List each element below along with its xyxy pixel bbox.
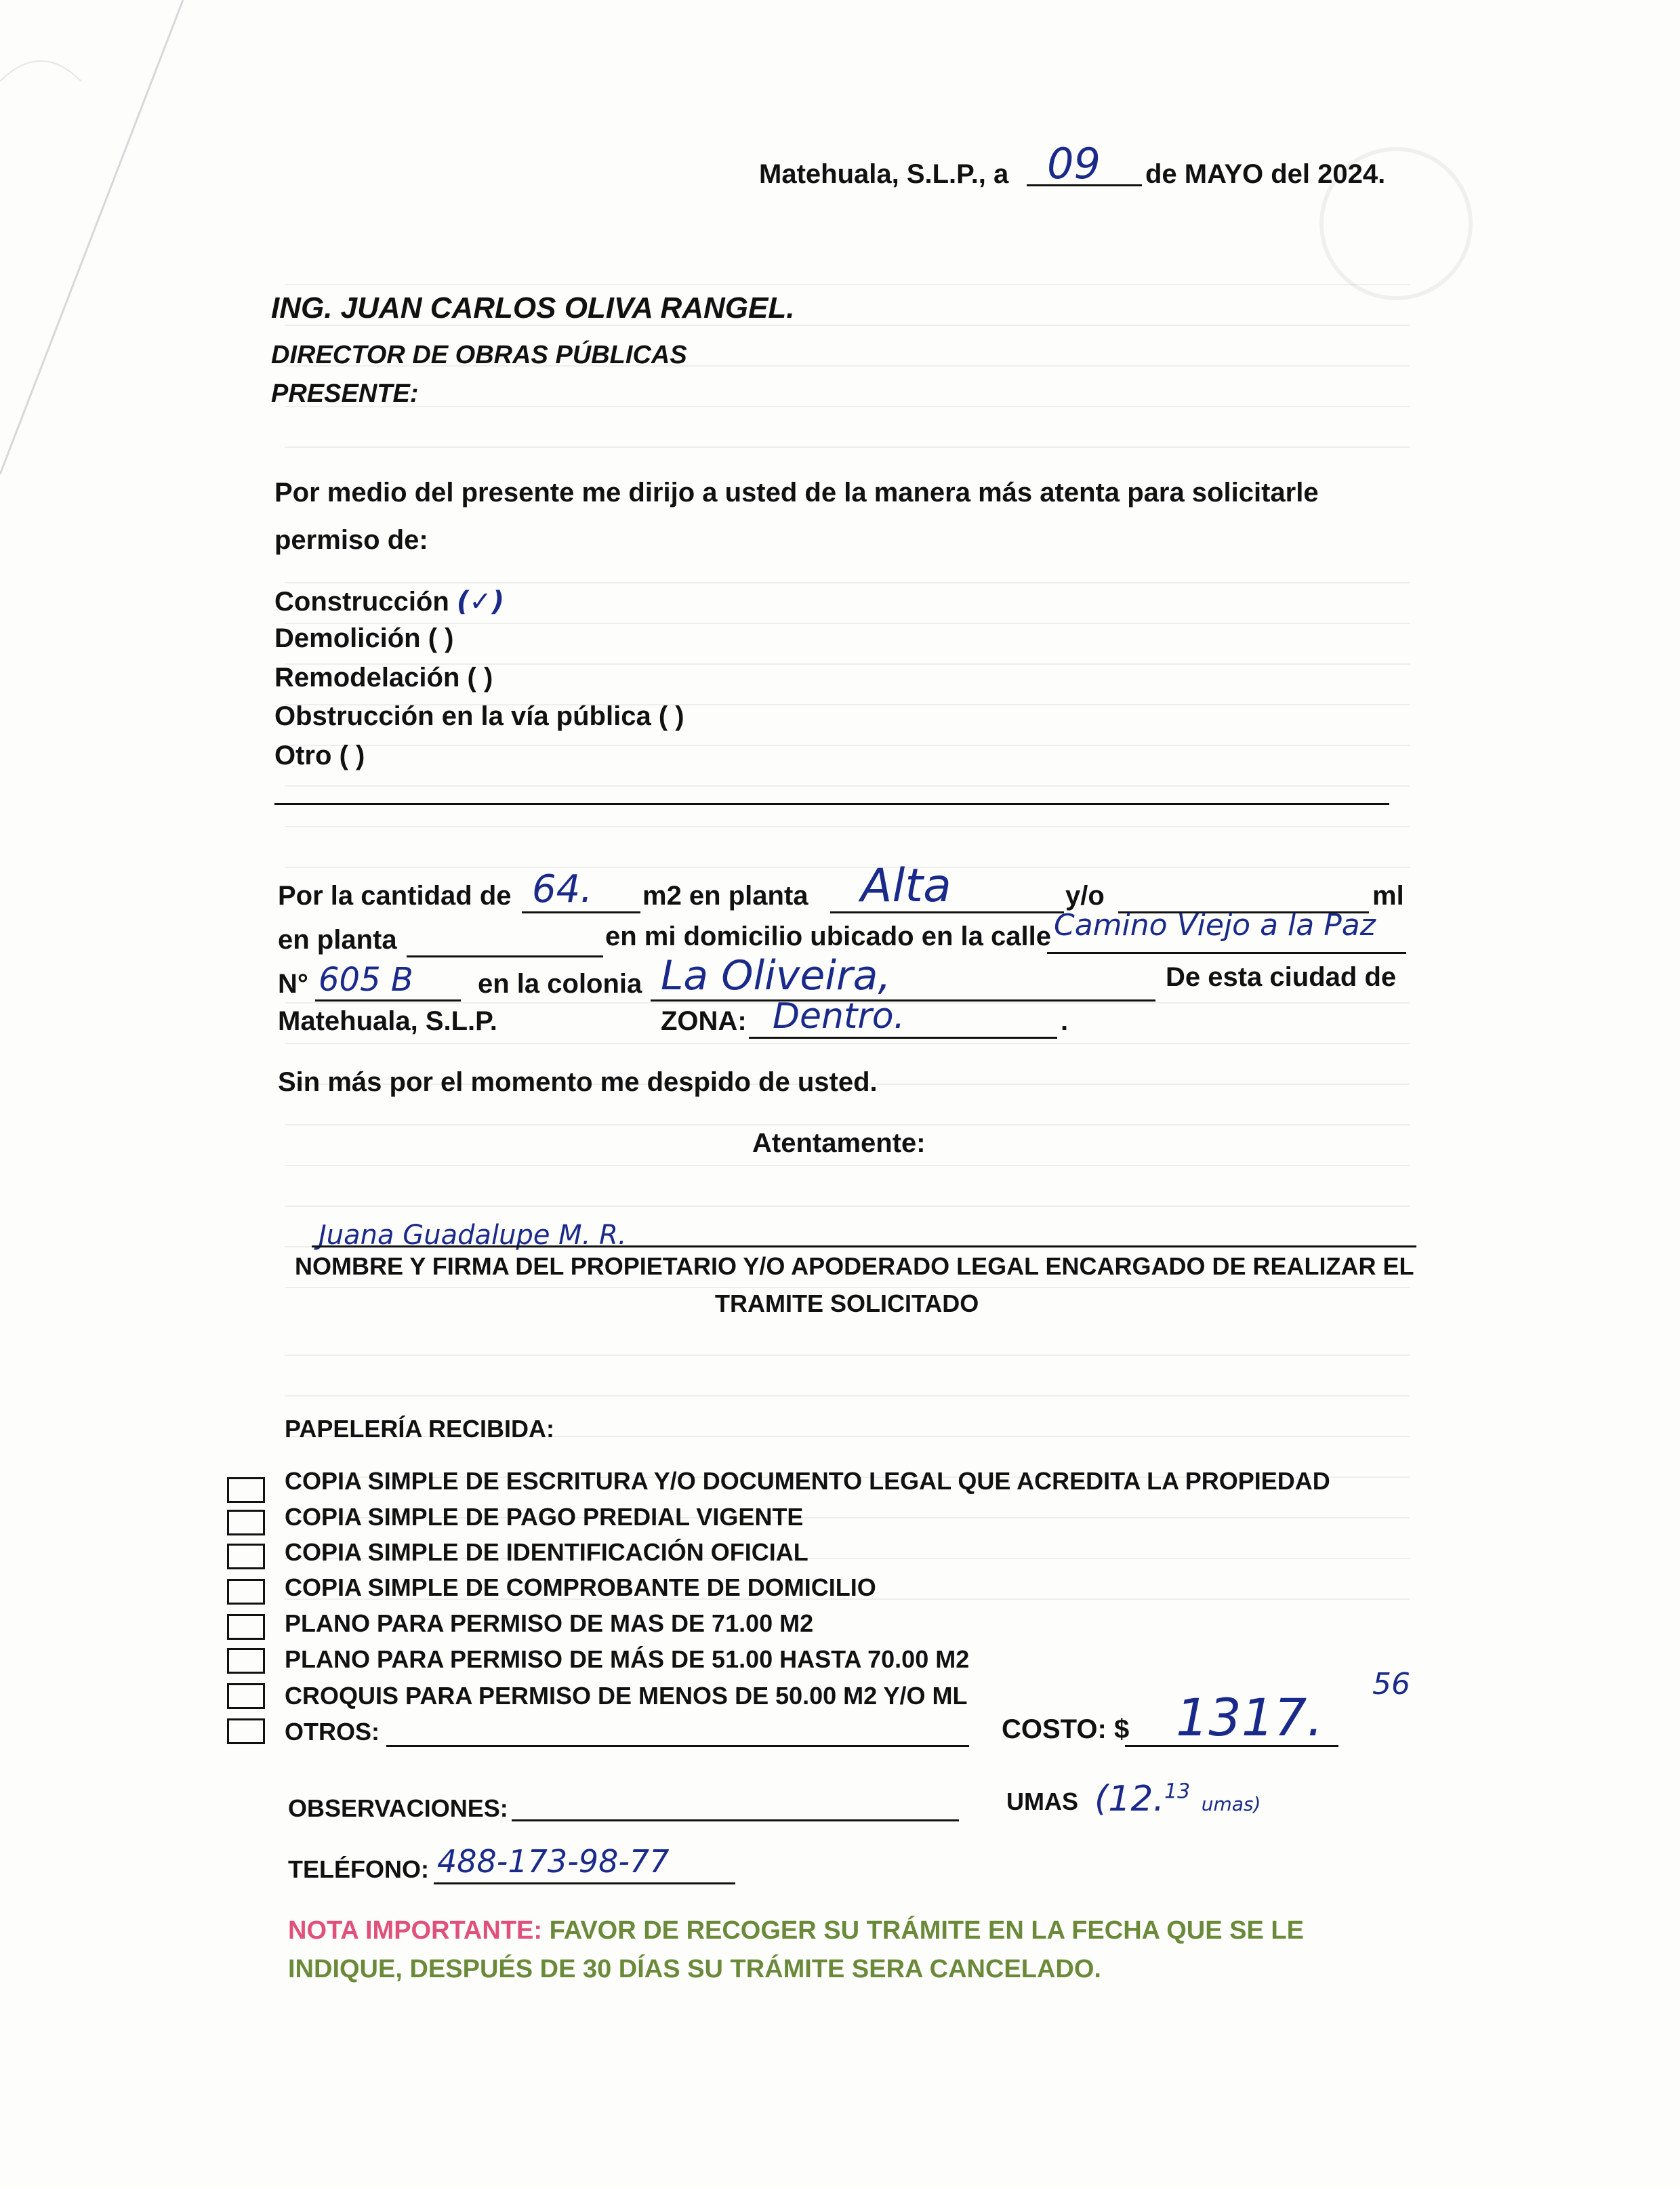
- intro-line-1: Por medio del presente me dirijo a usted de la manera más atenta para solicitarle: [274, 478, 1319, 508]
- en-planta-line: [407, 955, 603, 957]
- papeleria-item: COPIA SIMPLE DE ESCRITURA Y/O DOCUMENTO LEGAL QUE ACREDITA LA PROPIEDAD: [285, 1467, 1330, 1495]
- permit-remodelacion: [274, 663, 493, 693]
- domicilio-label: en mi domicilio ubicado en la calle: [605, 922, 1051, 951]
- numero-label: N°: [278, 969, 308, 999]
- permit-otro: [274, 741, 365, 771]
- zona-line: [749, 1037, 1057, 1039]
- date-prefix: Matehuala, S.L.P., a: [759, 159, 1009, 189]
- signature-caption-2: TRAMITE SOLICITADO: [715, 1289, 979, 1317]
- nota-line-1: [288, 1916, 1304, 1945]
- permit-mark: ( ): [339, 741, 365, 770]
- yo-label: y/o: [1065, 881, 1105, 911]
- papeleria-item: COPIA SIMPLE DE PAGO PREDIAL VIGENTE: [285, 1503, 804, 1531]
- telefono-label: TELÉFONO:: [288, 1855, 429, 1883]
- planta-value: Alta: [861, 859, 951, 913]
- permit-label: Obstrucción en la vía pública: [274, 701, 651, 731]
- quantity-line: [522, 911, 640, 913]
- numero-line: [315, 999, 461, 1002]
- date-suffix: de MAYO del 2024.: [1145, 159, 1386, 189]
- day-value: 09: [1047, 139, 1101, 188]
- permit-label: Remodelación: [274, 663, 460, 693]
- addressee-name: ING. JUAN CARLOS OLIVA RANGEL.: [271, 291, 795, 325]
- colonia-label: en la colonia: [478, 969, 642, 999]
- umas-label: UMAS: [1006, 1788, 1078, 1815]
- permit-demolicion: [274, 623, 453, 654]
- permit-mark: ( ): [658, 701, 684, 731]
- checkbox-otros[interactable]: [227, 1718, 265, 1744]
- ml-label: ml: [1372, 881, 1404, 911]
- checkbox-domicilio[interactable]: [227, 1579, 265, 1605]
- otros-line: [386, 1745, 969, 1747]
- telefono-line: [434, 1882, 735, 1884]
- permit-obstruccion: [274, 701, 684, 732]
- papeleria-item: PLANO PARA PERMISO DE MÁS DE 51.00 HASTA 70.00 M2: [285, 1645, 970, 1673]
- checkbox-croquis[interactable]: [227, 1683, 265, 1709]
- papeleria-item: COPIA SIMPLE DE COMPROBANTE DE DOMICILIO: [285, 1573, 876, 1601]
- quantity-prefix: Por la cantidad de: [278, 881, 512, 911]
- signature-value: Juana Guadalupe M. R.: [319, 1220, 627, 1251]
- ciudad-label: De esta ciudad de: [1166, 962, 1397, 992]
- umas-tail: umas): [1201, 1793, 1261, 1815]
- papeleria-item: CROQUIS PARA PERMISO DE MENOS DE 50.00 M2 Y/O ML: [285, 1682, 968, 1710]
- signature-caption-1: NOMBRE Y FIRMA DEL PROPIETARIO Y/O APODERADO LEGAL ENCARGADO DE REALIZAR EL: [295, 1252, 1414, 1280]
- despedida: Sin más por el momento me despido de usted.: [278, 1067, 878, 1097]
- permit-mark: ( ): [467, 663, 493, 693]
- papeleria-item: OTROS:: [285, 1718, 380, 1746]
- en-planta-label: en planta: [278, 925, 397, 955]
- umas-number: (12.: [1094, 1779, 1164, 1819]
- zona-value: Dentro.: [773, 996, 905, 1037]
- permit-label: Otro: [274, 741, 332, 770]
- otro-line: [274, 803, 1389, 805]
- checkbox-predial[interactable]: [227, 1510, 265, 1535]
- signature-line: [312, 1245, 1416, 1247]
- papeleria-title: PAPELERÍA RECIBIDA:: [285, 1415, 555, 1443]
- nota-label: NOTA IMPORTANTE:: [288, 1916, 543, 1945]
- costo-value: 1317.: [1176, 1687, 1324, 1748]
- permit-mark: ( ): [428, 623, 454, 653]
- checkbox-escritura[interactable]: [227, 1477, 265, 1503]
- zona-label: ZONA:: [661, 1006, 747, 1036]
- costo-label: COSTO: $: [1002, 1714, 1130, 1744]
- papeleria-item: COPIA SIMPLE DE IDENTIFICACIÓN OFICIAL: [285, 1538, 808, 1566]
- colonia-value: La Oliveira,: [661, 952, 891, 999]
- permit-label: Demolición: [274, 623, 421, 653]
- addressee-presente: PRESENTE:: [271, 379, 419, 408]
- permit-label: Construcción: [274, 587, 449, 617]
- nota-text-1: FAVOR DE RECOGER SU TRÁMITE EN LA FECHA QUE SE LE: [549, 1916, 1304, 1945]
- calle-value: Camino Viejo a la Paz: [1054, 908, 1376, 943]
- quantity-value: 64.: [532, 867, 593, 911]
- umas-decimal: 13: [1164, 1779, 1191, 1804]
- matehuala-label: Matehuala, S.L.P.: [278, 1006, 497, 1036]
- telefono-value: 488-173-98-77: [437, 1843, 670, 1880]
- numero-value: 605 B: [319, 961, 413, 999]
- permit-mark: (✓): [456, 586, 504, 617]
- nota-text-2: INDIQUE, DESPUÉS DE 30 DÍAS SU TRÁMITE SERA CANCELADO.: [288, 1955, 1101, 1983]
- costo-cents: 56: [1372, 1667, 1410, 1701]
- permit-construccion: [274, 586, 504, 617]
- zona-end: .: [1061, 1006, 1069, 1036]
- umas-value: [1094, 1779, 1261, 1819]
- checkbox-identificacion[interactable]: [227, 1544, 265, 1569]
- addressee-title: DIRECTOR DE OBRAS PÚBLICAS: [271, 341, 687, 369]
- atentamente: Atentamente:: [752, 1128, 926, 1158]
- quantity-m2-label: m2 en planta: [642, 881, 808, 911]
- observaciones-label: OBSERVACIONES:: [288, 1794, 508, 1822]
- papeleria-item: PLANO PARA PERMISO DE MAS DE 71.00 M2: [285, 1609, 814, 1637]
- checkbox-plano-51[interactable]: [227, 1648, 265, 1674]
- observaciones-line: [512, 1819, 959, 1821]
- calle-line: [1047, 952, 1406, 954]
- checkbox-plano-71[interactable]: [227, 1614, 265, 1640]
- intro-line-2: permiso de:: [274, 525, 428, 555]
